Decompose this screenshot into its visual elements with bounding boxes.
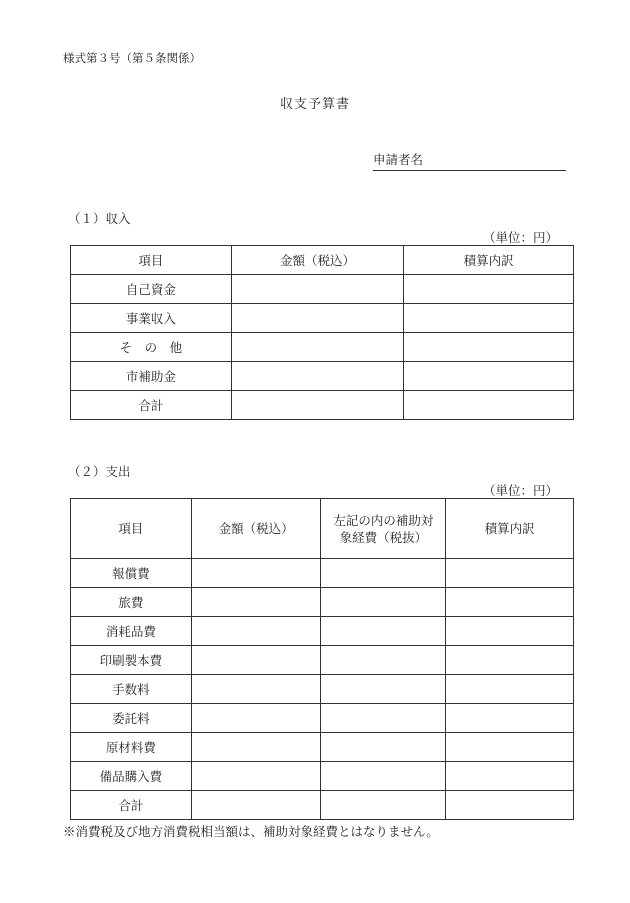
header-breakdown: 積算内訳 xyxy=(404,246,574,275)
amount-cell[interactable] xyxy=(191,762,321,791)
row-label: 消耗品費 xyxy=(71,617,192,646)
row-label: 旅費 xyxy=(71,588,192,617)
table-row xyxy=(71,762,574,791)
eligible-cell[interactable] xyxy=(321,588,446,617)
table-row xyxy=(71,617,574,646)
breakdown-cell[interactable] xyxy=(446,733,574,762)
breakdown-cell[interactable] xyxy=(446,675,574,704)
amount-cell[interactable] xyxy=(231,275,404,304)
income-table xyxy=(70,245,574,420)
applicant-name-field[interactable]: 申請者名 xyxy=(373,150,566,171)
row-label: 合計 xyxy=(71,391,232,420)
expense-heading: （２）支出 xyxy=(68,464,131,479)
row-label: そ の 他 xyxy=(71,333,232,362)
amount-cell[interactable] xyxy=(191,704,321,733)
table-header-row xyxy=(71,246,574,275)
amount-cell[interactable] xyxy=(191,617,321,646)
header-item: 項目 xyxy=(71,246,232,275)
eligible-cell[interactable] xyxy=(321,675,446,704)
form-number: 様式第３号（第５条関係） xyxy=(63,51,201,65)
row-label: 原材料費 xyxy=(71,733,192,762)
table-row xyxy=(71,588,574,617)
amount-cell[interactable] xyxy=(191,559,321,588)
amount-cell[interactable] xyxy=(231,333,404,362)
eligible-cell[interactable] xyxy=(321,704,446,733)
header-breakdown: 積算内訳 xyxy=(446,499,574,559)
breakdown-cell[interactable] xyxy=(446,646,574,675)
eligible-cell[interactable] xyxy=(321,791,446,820)
table-row xyxy=(71,675,574,704)
table-header-row xyxy=(71,499,574,559)
breakdown-cell[interactable] xyxy=(446,762,574,791)
breakdown-cell[interactable] xyxy=(404,391,574,420)
amount-cell[interactable] xyxy=(191,791,321,820)
breakdown-cell[interactable] xyxy=(446,617,574,646)
row-label: 委託料 xyxy=(71,704,192,733)
amount-cell[interactable] xyxy=(191,675,321,704)
eligible-cell[interactable] xyxy=(321,617,446,646)
amount-cell[interactable] xyxy=(231,362,404,391)
table-row xyxy=(71,304,574,333)
row-label: 備品購入費 xyxy=(71,762,192,791)
eligible-cell[interactable] xyxy=(321,646,446,675)
row-label: 事業収入 xyxy=(71,304,232,333)
breakdown-cell[interactable] xyxy=(446,559,574,588)
amount-cell[interactable] xyxy=(231,391,404,420)
breakdown-cell[interactable] xyxy=(446,588,574,617)
eligible-cell[interactable] xyxy=(321,559,446,588)
breakdown-cell[interactable] xyxy=(404,304,574,333)
header-item: 項目 xyxy=(71,499,192,559)
row-label: 自己資金 xyxy=(71,275,232,304)
amount-cell[interactable] xyxy=(191,733,321,762)
table-row-total xyxy=(71,391,574,420)
row-label: 印刷製本費 xyxy=(71,646,192,675)
row-label: 報償費 xyxy=(71,559,192,588)
breakdown-cell[interactable] xyxy=(404,362,574,391)
document-title: 収支予算書 xyxy=(279,97,350,112)
breakdown-cell[interactable] xyxy=(446,704,574,733)
table-row xyxy=(71,733,574,762)
eligible-cell[interactable] xyxy=(321,733,446,762)
expense-unit: （単位：円） xyxy=(482,483,558,498)
breakdown-cell[interactable] xyxy=(404,275,574,304)
breakdown-cell[interactable] xyxy=(404,333,574,362)
income-heading: （１）収入 xyxy=(68,211,131,226)
table-row xyxy=(71,704,574,733)
header-amount: 金額（税込） xyxy=(231,246,404,275)
row-label: 市補助金 xyxy=(71,362,232,391)
table-row xyxy=(71,646,574,675)
eligible-cell[interactable] xyxy=(321,762,446,791)
table-row-total xyxy=(71,791,574,820)
header-amount: 金額（税込） xyxy=(191,499,321,559)
breakdown-cell[interactable] xyxy=(446,791,574,820)
table-row xyxy=(71,275,574,304)
table-row xyxy=(71,559,574,588)
table-row xyxy=(71,362,574,391)
row-label: 手数料 xyxy=(71,675,192,704)
header-eligible: 左記の内の補助対象経費（税抜） xyxy=(321,499,446,559)
row-label: 合計 xyxy=(71,791,192,820)
amount-cell[interactable] xyxy=(191,646,321,675)
table-row xyxy=(71,333,574,362)
amount-cell[interactable] xyxy=(231,304,404,333)
footnote: ※消費税及び地方消費税相当額は、補助対象経費とはなりません。 xyxy=(63,824,439,839)
income-unit: （単位：円） xyxy=(482,230,558,245)
expense-table xyxy=(70,498,574,820)
amount-cell[interactable] xyxy=(191,588,321,617)
